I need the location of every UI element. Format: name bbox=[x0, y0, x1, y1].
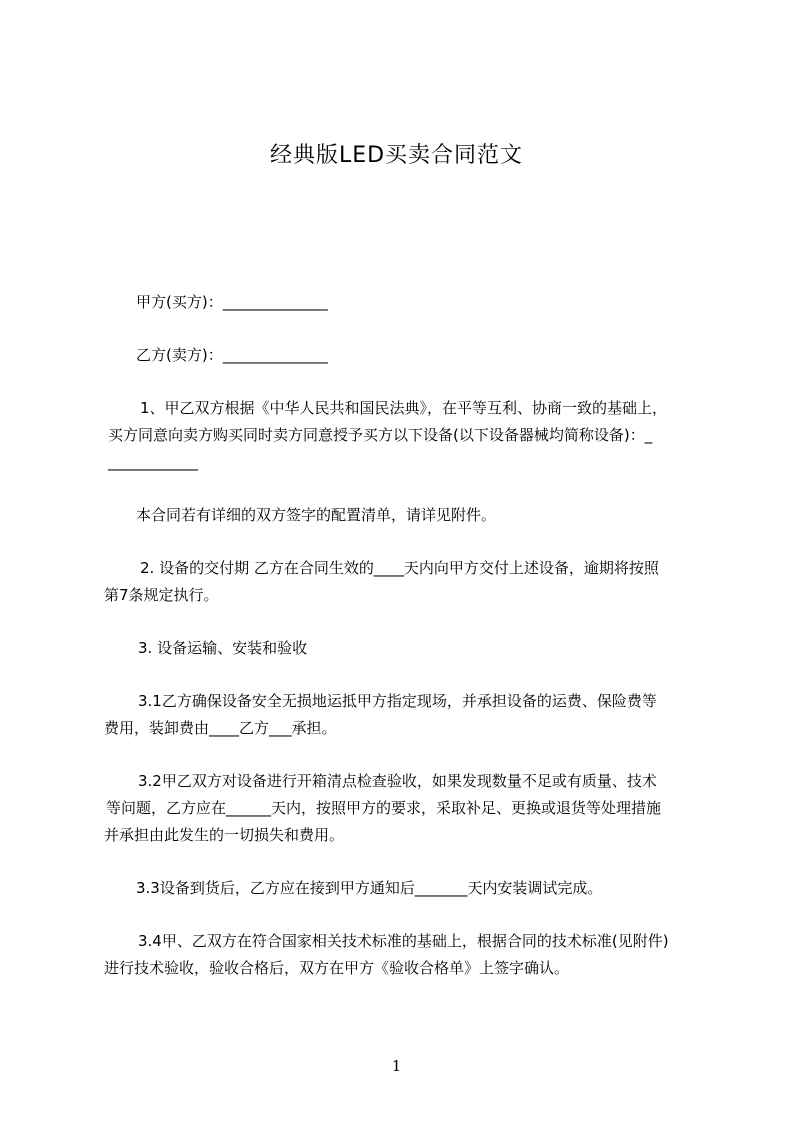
party-b-line: 乙方(卖方)：______________ bbox=[136, 346, 328, 364]
clause-3-2-line-1: 3.2甲乙双方对设备进行开箱清点检查验收，如果发现数量不足或有质量、技术 bbox=[138, 772, 657, 790]
clause-1-line-1: 1、甲乙双方根据《中华人民共和国民法典》，在平等互利、协商一致的基础上， bbox=[140, 399, 668, 417]
clause-1-line-3: ____________ bbox=[108, 453, 198, 471]
attachment-note-line: 本合同若有详细的双方签字的配置清单，请详见附件。 bbox=[136, 506, 497, 524]
clause-3-2-line-3: 并承担由此发生的一切损失和费用。 bbox=[104, 826, 345, 844]
page-number: 1 bbox=[391, 1057, 402, 1075]
clause-2-line-1: 2. 设备的交付期 乙方在合同生效的____天内向甲方交付上述设备，逾期将按照 bbox=[140, 559, 659, 577]
clause-3-4-line-2: 进行技术验收，验收合格后，双方在甲方《验收合格单》上签字确认。 bbox=[104, 959, 570, 977]
clause-3-heading: 3. 设备运输、安装和验收 bbox=[138, 639, 308, 657]
clause-3-3-line: 3.3设备到货后，乙方应在接到甲方通知后_______天内安装调试完成。 bbox=[136, 879, 603, 897]
clause-1-line-2: 买方同意向卖方购买同时卖方同意授予买方以下设备(以下设备器械均简称设备)：_ bbox=[108, 426, 653, 444]
clause-3-2-line-2: 等问题，乙方应在______天内，按照甲方的要求，采取补足、更换或退货等处理措施 bbox=[106, 799, 662, 817]
clause-3-1-line-1: 3.1乙方确保设备安全无损地运抵甲方指定现场，并承担设备的运费、保险费等 bbox=[138, 692, 657, 710]
party-a-line: 甲方(买方)：______________ bbox=[136, 293, 328, 311]
clause-3-1-line-2: 费用，装卸费由____乙方___承担。 bbox=[104, 719, 337, 737]
document-title: 经典版LED买卖合同范文 bbox=[269, 143, 524, 168]
clause-2-line-2: 第7条规定执行。 bbox=[104, 586, 219, 604]
clause-3-4-line-1: 3.4甲、乙双方在符合国家相关技术标准的基础上，根据合同的技术标准(见附件) bbox=[138, 932, 669, 950]
